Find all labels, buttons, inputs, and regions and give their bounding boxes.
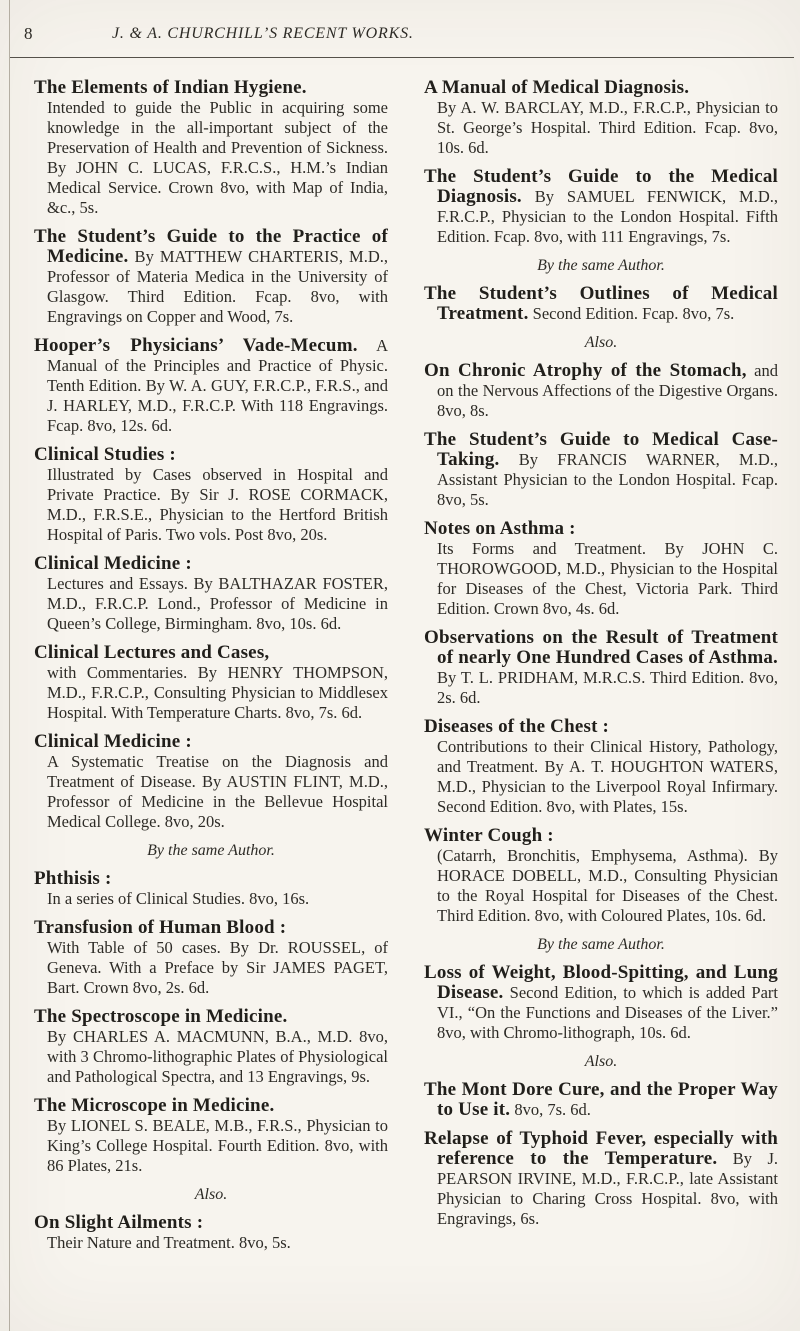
book-title: The Microscope in Medicine.	[34, 1095, 275, 1116]
book-entry	[34, 1213, 388, 1253]
page-edge-line	[9, 0, 10, 1331]
book-title: The Spectroscope in Medicine.	[34, 1006, 288, 1027]
book-description: Intended to guide the Public in acquiring some knowledge in the all-important subject of the Preservation of Health and Prevention of Sickness. By JOHN C. LUCAS, F.R.C.S., H.M.’s Indian Medical Service. Crown 8vo, with Map of India, &c., 5s.	[47, 98, 388, 217]
book-description: A Systematic Treatise on the Diagnosis and Treatment of Disease. By AUSTIN FLINT, M.D., Professor of Medicine in the Bellevue Hospital Medical College. 8vo, 20s.	[47, 752, 388, 831]
book-title: The Student’s Guide to Medical Case-Taking.	[424, 429, 778, 470]
book-entry	[34, 554, 388, 634]
book-entry	[34, 643, 388, 723]
book-description: By SAMUEL FENWICK, M.D., F.R.C.P., Physician to the London Hospital. Fifth Edition. Fcap. 8vo, with 111 Engravings, 7s.	[437, 187, 778, 246]
book-description: and on the Nervous Affections of the Digestive Organs. 8vo, 8s.	[437, 361, 778, 420]
book-title: Loss of Weight, Blood-Spitting, and Lung Disease.	[424, 962, 778, 1003]
inter-entry-note: Also.	[584, 1053, 618, 1070]
book-entry	[424, 717, 778, 817]
book-description: with Commentaries. By HENRY THOMPSON, M.D., F.R.C.P., Consulting Physician to Middlesex Hospital. With Temperature Charts. 8vo, 7s. 6d.	[47, 663, 388, 722]
book-title: On Slight Ailments :	[34, 1212, 204, 1233]
book-entry	[424, 361, 778, 421]
book-title: On Chronic Atrophy of the Stomach,	[424, 360, 747, 381]
book-title: Clinical Medicine :	[34, 731, 192, 752]
book-entry	[34, 336, 388, 436]
inter-entry-note: Also.	[584, 334, 618, 351]
book-title: Diseases of the Chest :	[424, 716, 610, 737]
book-entry	[34, 78, 388, 218]
book-description: Lectures and Essays. By BALTHAZAR FOSTER, M.D., F.R.C.P. Lond., Professor of Medicine in Queen’s College, Birmingham. 8vo, 10s. 6d.	[47, 574, 388, 633]
book-title: Clinical Studies :	[34, 444, 176, 465]
book-entry	[34, 869, 388, 909]
book-title: Transfusion of Human Blood :	[34, 917, 287, 938]
left-column	[34, 78, 388, 1262]
page-header	[10, 0, 794, 58]
book-title: The Student’s Guide to the Medical Diagnosis.	[424, 166, 778, 207]
book-description: In a series of Clinical Studies. 8vo, 16s.	[47, 889, 310, 908]
book-description: By LIONEL S. BEALE, M.B., F.R.S., Physician to King’s College Hospital. Fourth Edition. 8vo, with 86 Plates, 21s.	[47, 1116, 388, 1175]
book-description: Their Nature and Treatment. 8vo, 5s.	[47, 1233, 291, 1252]
running-title: J. & A. CHURCHILL’S RECENT WORKS.	[112, 25, 414, 42]
book-description: By MATTHEW CHARTERIS, M.D., Professor of Materia Medica in the University of Glasgow. Third Edition. Fcap. 8vo, with Engravings on Copper and Wood, 7s.	[47, 247, 388, 326]
book-description: Its Forms and Treatment. By JOHN C. THOROWGOOD, M.D., Physician to the Hospital for Diseases of the Chest, Victoria Park. Third Edition. Crown 8vo, 4s. 6d.	[437, 539, 778, 618]
book-description: By T. L. PRIDHAM, M.R.C.S. Third Edition. 8vo, 2s. 6d.	[437, 668, 778, 707]
book-description: By CHARLES A. MACMUNN, B.A., M.D. 8vo, with 3 Chromo-lithographic Plates of Physiological and Pathological Spectra, and 13 Engravings, 9s.	[47, 1027, 388, 1086]
book-entry	[424, 628, 778, 708]
book-title: Observations on the Result of Treatment of nearly One Hundred Cases of Asthma.	[424, 627, 778, 668]
book-entry	[424, 1129, 778, 1229]
inter-entry-note: Also.	[194, 1186, 228, 1203]
inter-entry-note: By the same Author.	[537, 257, 665, 274]
book-title: The Student’s Outlines of Medical Treatment.	[424, 283, 778, 324]
book-description: With Table of 50 cases. By Dr. ROUSSEL, of Geneva. With a Preface by Sir JAMES PAGET, Bart. Crown 8vo, 2s. 6d.	[47, 938, 388, 997]
book-entry	[424, 167, 778, 247]
book-description: Illustrated by Cases observed in Hospital and Private Practice. By Sir J. ROSE CORMACK, M.D., F.R.S.E., Physician to the Hertford British Hospital of Paris. Two vols. Post 8vo, 20s.	[47, 465, 388, 544]
inter-entry-note: By the same Author.	[537, 936, 665, 953]
book-title: Notes on Asthma :	[424, 518, 576, 539]
book-title: Winter Cough :	[424, 825, 554, 846]
book-title: The Student’s Guide to the Practice of Medicine.	[34, 226, 388, 267]
book-title: Hooper’s Physicians’ Vade-Mecum.	[34, 335, 358, 356]
right-column	[424, 78, 778, 1262]
book-description: (Catarrh, Bronchitis, Emphysema, Asthma). By HORACE DOBELL, M.D., Consulting Physician to the Royal Hospital for Diseases of the Chest. Third Edition. 8vo, with Coloured Plates, 10s. 6d.	[437, 846, 778, 925]
book-entry	[34, 1096, 388, 1176]
book-description: By J. PEARSON IRVINE, M.D., F.R.C.P., late Assistant Physician to Charing Cross Hospital. 8vo, with Engravings, 6s.	[437, 1149, 778, 1228]
book-title: A Manual of Medical Diagnosis.	[424, 77, 690, 98]
book-entry	[34, 227, 388, 327]
page-number: 8	[24, 24, 33, 43]
book-entry	[424, 1080, 778, 1120]
inter-entry-note: By the same Author.	[147, 842, 275, 859]
book-title: Phthisis :	[34, 868, 112, 889]
book-description: Second Edition, to which is added Part VI., “On the Functions and Diseases of the Liver.” 8vo, with Chromo-lithograph, 10s. 6d.	[437, 983, 778, 1042]
book-title: Clinical Medicine :	[34, 553, 192, 574]
book-title: Relapse of Typhoid Fever, especially with reference to the Temperature.	[424, 1128, 778, 1169]
book-description: Contributions to their Clinical History, Pathology, and Treatment. By A. T. HOUGHTON WATERS, M.D., Physician to the Liverpool Royal Infirmary. Second Edition. 8vo, with Plates, 15s.	[437, 737, 778, 816]
book-title: The Mont Dore Cure, and the Proper Way to Use it.	[424, 1079, 778, 1120]
book-entry	[424, 284, 778, 324]
book-entry	[34, 445, 388, 545]
book-entry	[424, 826, 778, 926]
book-description: A Manual of the Principles and Practice of Physic. Tenth Edition. By W. A. GUY, F.R.C.P., F.R.S., and J. HARLEY, M.D., F.R.C.P. With 118 Engravings. Fcap. 8vo, 12s. 6d.	[47, 336, 389, 435]
book-entry	[424, 519, 778, 619]
book-description: 8vo, 7s. 6d.	[510, 1100, 591, 1119]
book-entry	[424, 430, 778, 510]
book-entry	[424, 78, 778, 158]
book-entry	[34, 918, 388, 998]
book-title: Clinical Lectures and Cases,	[34, 642, 270, 663]
book-entry	[424, 963, 778, 1043]
book-description: By A. W. BARCLAY, M.D., F.R.C.P., Physician to St. George’s Hospital. Third Edition. Fcap. 8vo, 10s. 6d.	[437, 98, 778, 157]
book-entry	[34, 732, 388, 832]
book-description: By FRANCIS WARNER, M.D., Assistant Physician to the London Hospital. Fcap. 8vo, 5s.	[437, 450, 778, 509]
text-columns	[0, 58, 800, 1262]
book-description: Second Edition. Fcap. 8vo, 7s.	[528, 304, 735, 323]
book-entry	[34, 1007, 388, 1087]
book-title: The Elements of Indian Hygiene.	[34, 77, 307, 98]
